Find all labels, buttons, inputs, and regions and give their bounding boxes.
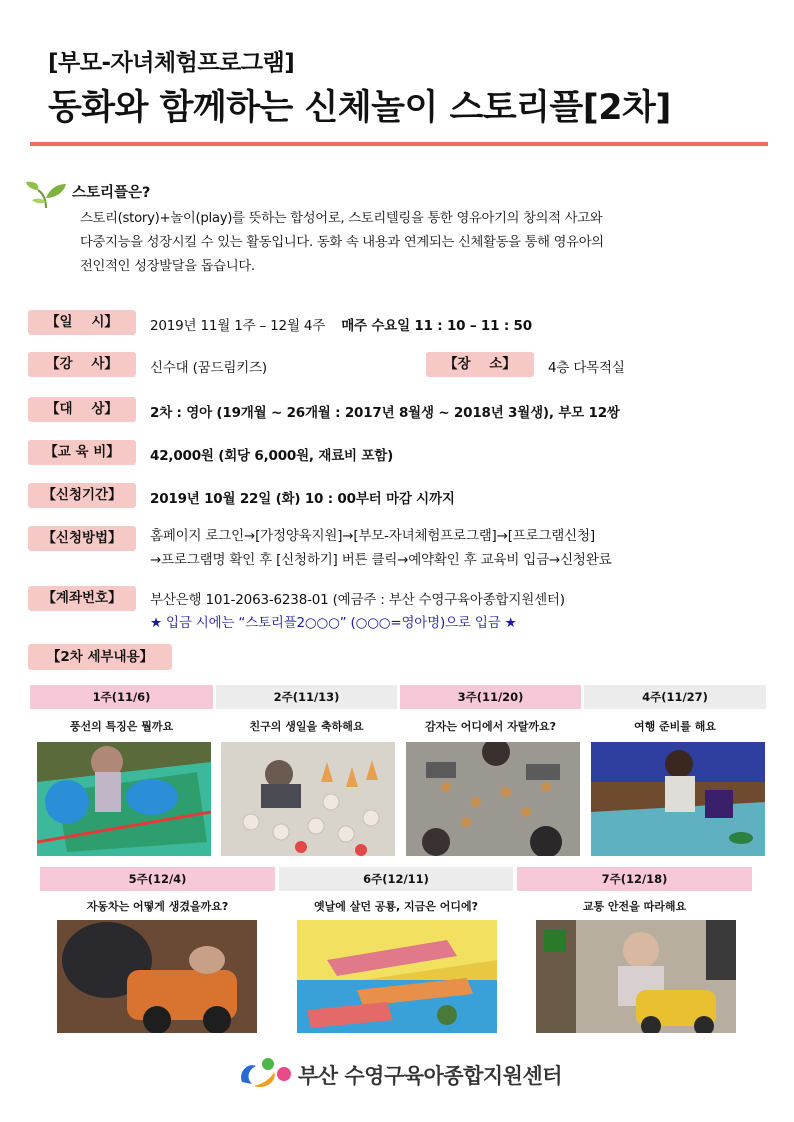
week-caption: 여행 준비를 해요 — [633, 720, 717, 733]
week-header: 5주(12/4) — [40, 867, 275, 891]
week-header: 3주(11/20) — [400, 685, 581, 709]
date-value — [150, 314, 532, 334]
instructor-value: 신수대 (꿈드림키즈) — [150, 360, 267, 376]
intro-text — [80, 207, 740, 279]
intro-line: 스토리(story)+놀이(play)를 뜻하는 합성어로, 스토리텔링을 통한 영유아기의 창의적 사고와 — [80, 211, 603, 226]
date-label: 【일 시】 — [28, 310, 136, 335]
period-value: 2019년 10월 22일 (화) 10 : 00부터 마감 시까지 — [150, 491, 455, 507]
photo-week2 — [221, 742, 395, 856]
intro-heading: 스토리플은? — [72, 185, 151, 201]
week-caption: 교통 안전을 따라해요 — [582, 900, 687, 913]
week-header: 7주(12/18) — [517, 867, 752, 891]
target-value: 2차 : 영아 (19개월 ~ 26개월 : 2017년 8월생 ~ 2018년 3월생), 부모 12쌍 — [150, 405, 620, 421]
account-line1: 부산은행 101-2063-6238-01 (예금주 : 부산 수영구육아종합지원센터) — [150, 592, 565, 608]
place-value: 4층 다목적실 — [548, 360, 625, 376]
title-divider — [30, 142, 768, 146]
intro-line: 전인적인 성장발달을 돕습니다. — [80, 259, 255, 274]
week-caption: 자동차는 어떻게 생겼을까요? — [86, 900, 229, 913]
account-label: 【계좌번호】 — [28, 586, 136, 611]
method-label: 【신청방법】 — [28, 526, 136, 551]
week-header: 1주(11/6) — [30, 685, 213, 709]
photo-week6 — [297, 920, 497, 1033]
date-range: 2019년 11월 1주 – 12월 4주 — [150, 318, 326, 334]
fee-value: 42,000원 (회당 6,000원, 재료비 포함) — [150, 448, 394, 464]
method-line2: →프로그램명 확인 후 [신청하기] 버튼 클릭→예약확인 후 교육비 입금→신청완료 — [150, 552, 612, 568]
footer-org-name: 부산 수영구육아종합지원센터 — [298, 1064, 563, 1088]
fee-label: 【교 육 비】 — [28, 440, 136, 465]
week-header: 4주(11/27) — [584, 685, 766, 709]
page-title: 동화와 함께하는 신체놀이 스토리플[2차] — [48, 88, 671, 128]
week-caption: 풍선의 특징은 뭘까요 — [69, 720, 174, 733]
photo-week7 — [536, 920, 736, 1033]
intro-line: 다중지능을 성장시킬 수 있는 활동입니다. 동화 속 내용과 연계되는 신체활동을 통해 영유아의 — [80, 235, 604, 250]
method-line1: 홈페이지 로그인→[가정양육지원]→[부모-자녀체험프로그램]→[프로그램신청] — [150, 528, 595, 544]
week-caption: 옛날에 살던 공룡, 지금은 어디에? — [313, 900, 478, 913]
sprout-icon — [24, 178, 68, 210]
place-label: 【장 소】 — [426, 352, 534, 377]
photo-week1 — [37, 742, 211, 856]
details-label: 【2차 세부내용】 — [28, 644, 172, 670]
photo-week3 — [406, 742, 580, 856]
photo-week4 — [591, 742, 765, 856]
period-label: 【신청기간】 — [28, 483, 136, 508]
date-time: 매주 수요일 11 : 10 – 11 : 50 — [341, 318, 532, 334]
program-subtitle: [부모-자녀체험프로그램] — [48, 50, 295, 76]
photo-week5 — [57, 920, 257, 1033]
week-header: 6주(12/11) — [279, 867, 513, 891]
week-header: 2주(11/13) — [216, 685, 397, 709]
target-label: 【대 상】 — [28, 397, 136, 422]
account-line2: ★ 입금 시에는 “스토리플2○○○” (○○○=영아명)으로 입금 ★ — [150, 615, 517, 631]
week-caption: 친구의 생일을 축하해요 — [249, 720, 364, 733]
week-caption: 감자는 어디에서 자랄까요? — [425, 720, 556, 733]
instructor-label: 【강 사】 — [28, 352, 136, 377]
